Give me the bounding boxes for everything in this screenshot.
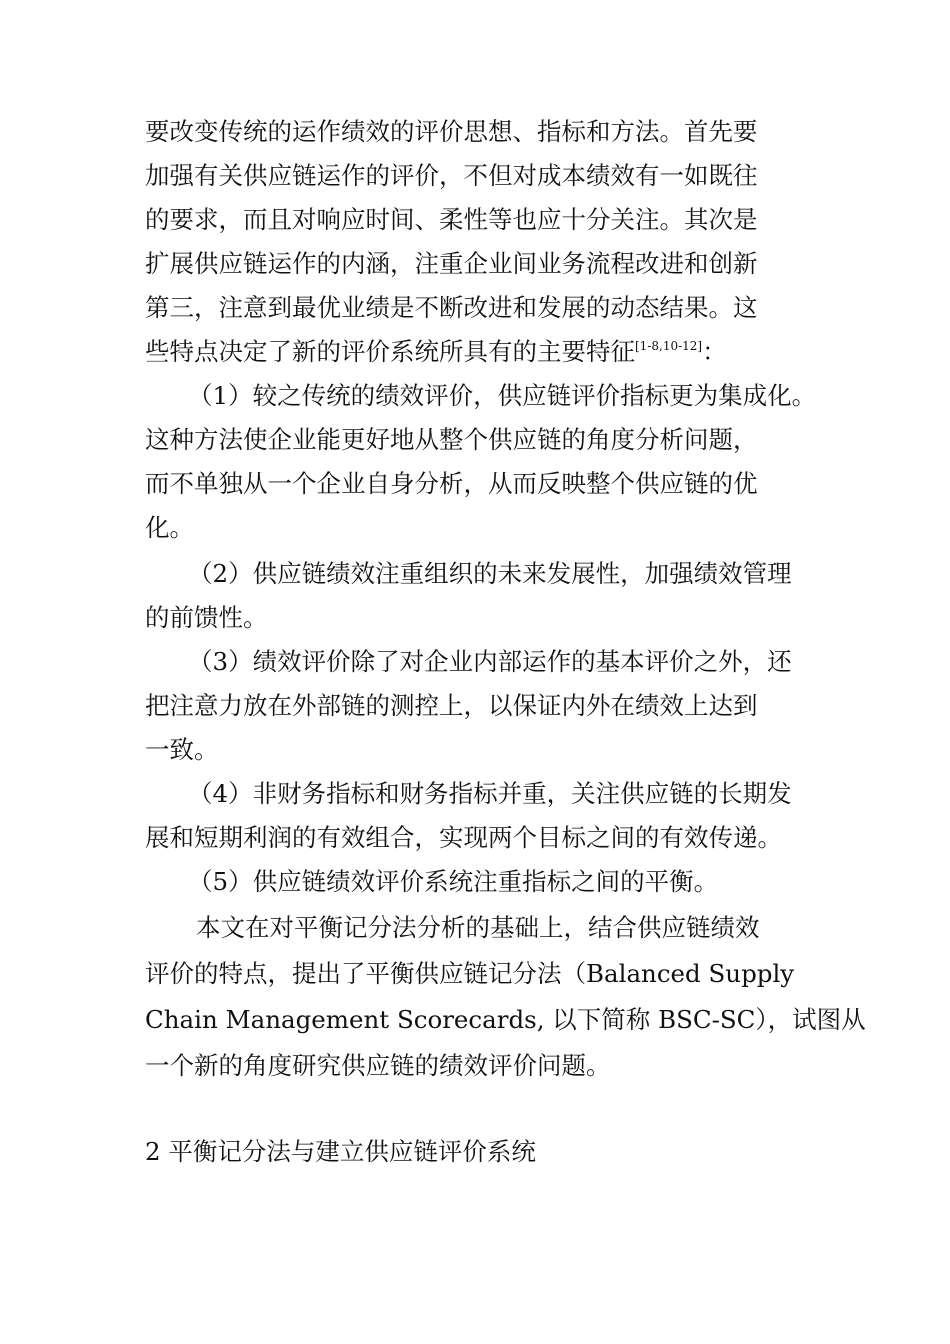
intro-line-6 [145, 337, 727, 366]
intro-line-2: 加强有关供应链运作的评价，不但对成本绩效有一如既往 [145, 161, 758, 190]
item-1-line-3: 而不单独从一个企业自身分析，从而反映整个供应链的优 [145, 469, 758, 498]
intro-line-5: 第三，注意到最优业绩是不断改进和发展的动态结果。这 [145, 293, 758, 322]
item-1-line-2: 这种方法使企业能更好地从整个供应链的角度分析问题， [145, 425, 758, 454]
bsc-line-3: Chain Management Scorecards, 以下简称 BSC-SC），试图从 [145, 1005, 866, 1034]
item-2-line-2: 的前馈性。 [145, 603, 268, 632]
item-5-line-1: （5）供应链绩效评价系统注重指标之间的平衡。 [188, 867, 719, 896]
bsc-line-2: 评价的特点，提出了平衡供应链记分法（Balanced Supply [145, 959, 795, 988]
item-3-line-1: （3）绩效评价除了对企业内部运作的基本评价之外，还 [188, 647, 792, 676]
item-3-line-2: 把注意力放在外部链的测控上，以保证内外在绩效上达到 [145, 691, 758, 720]
item-2-line-1: （2）供应链绩效注重组织的未来发展性，加强绩效管理 [188, 559, 792, 588]
item-1-line-4: 化。 [145, 513, 194, 542]
intro-line-6-colon: ： [702, 337, 727, 366]
intro-line-4: 扩展供应链运作的内涵，注重企业间业务流程改进和创新 [145, 249, 758, 278]
bsc-line-1: 本文在对平衡记分法分析的基础上，结合供应链绩效 [196, 913, 760, 942]
item-3-line-3: 一致。 [145, 735, 219, 764]
item-1-line-1: （1）较之传统的绩效评价，供应链评价指标更为集成化。 [188, 381, 817, 410]
section-heading: 2 平衡记分法与建立供应链评价系统 [145, 1137, 536, 1166]
bsc-line-4: 一个新的角度研究供应链的绩效评价问题。 [145, 1051, 611, 1080]
intro-line-6-text: 些特点决定了新的评价系统所具有的主要特征 [145, 337, 635, 366]
intro-line-1: 要改变传统的运作绩效的评价思想、指标和方法。首先要 [145, 117, 758, 146]
citation-superscript: [1-8,10-12] [635, 339, 703, 353]
intro-line-3: 的要求，而且对响应时间、柔性等也应十分关注。其次是 [145, 205, 758, 234]
item-4-line-1: （4）非财务指标和财务指标并重，关注供应链的长期发 [188, 779, 792, 808]
item-4-line-2: 展和短期利润的有效组合，实现两个目标之间的有效传递。 [145, 823, 782, 852]
